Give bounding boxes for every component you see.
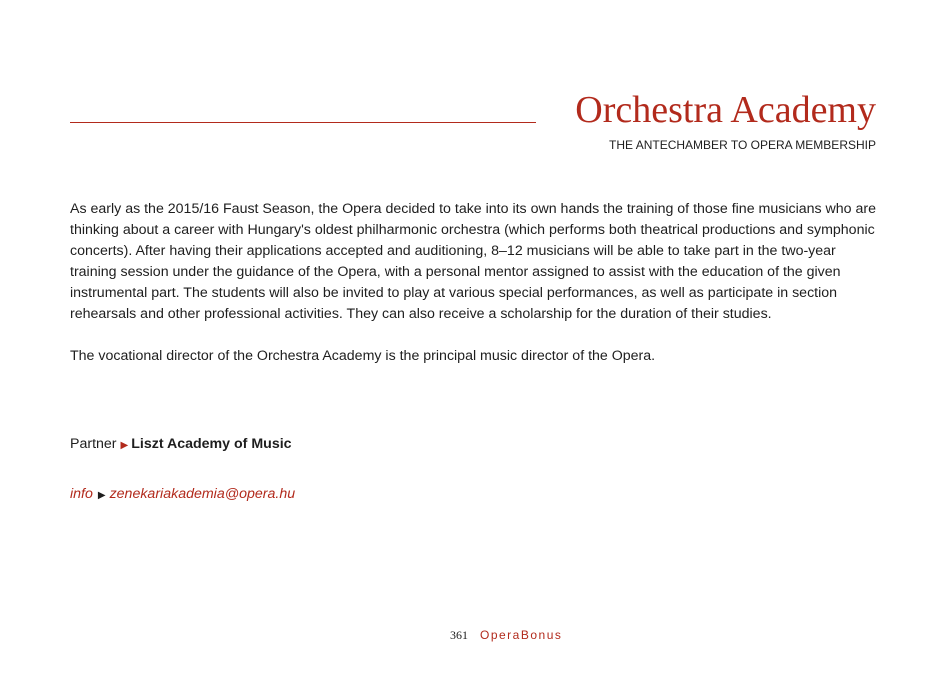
partner-label: Partner xyxy=(70,436,117,452)
info-label: info xyxy=(70,486,93,502)
partner-line xyxy=(70,434,292,456)
header-rule xyxy=(70,122,536,123)
page-subtitle: THE ANTECHAMBER TO OPERA MEMBERSHIP xyxy=(609,138,876,152)
director-paragraph: The vocational director of the Orchestra Academy is the principal music director of the Opera. xyxy=(70,348,656,364)
body-text xyxy=(70,199,878,367)
info-email-link[interactable]: zenekariakademia@opera.hu xyxy=(109,486,296,502)
page-number: 361 xyxy=(450,628,468,642)
footer-brand: OperaBonus xyxy=(480,628,563,642)
page-footer xyxy=(450,627,562,643)
page-title: Orchestra Academy xyxy=(575,89,876,131)
info-line xyxy=(70,484,295,506)
partner-arrow-icon: ▶ xyxy=(120,440,129,451)
info-arrow-icon: ▶ xyxy=(97,490,106,501)
partner-name: Liszt Academy of Music xyxy=(131,436,292,452)
intro-paragraph: As early as the 2015/16 Faust Season, the Opera decided to take into its own hands the training of those fine musicians who are thinking about a career with Hungary's oldest philharmonic orchestra (which performs both theatrical productions and symphonic concerts). After having their applications accepted and auditioning, 8–12 musicians will be able to take part in the two-year training session under the guidance of the Opera, with a personal mentor assigned to assist with the education of the given instrumental part. The students will also be invited to play at various special performances, as well as participate in section rehearsals and other professional activities. They can also receive a scholarship for the duration of their studies. xyxy=(70,201,877,322)
